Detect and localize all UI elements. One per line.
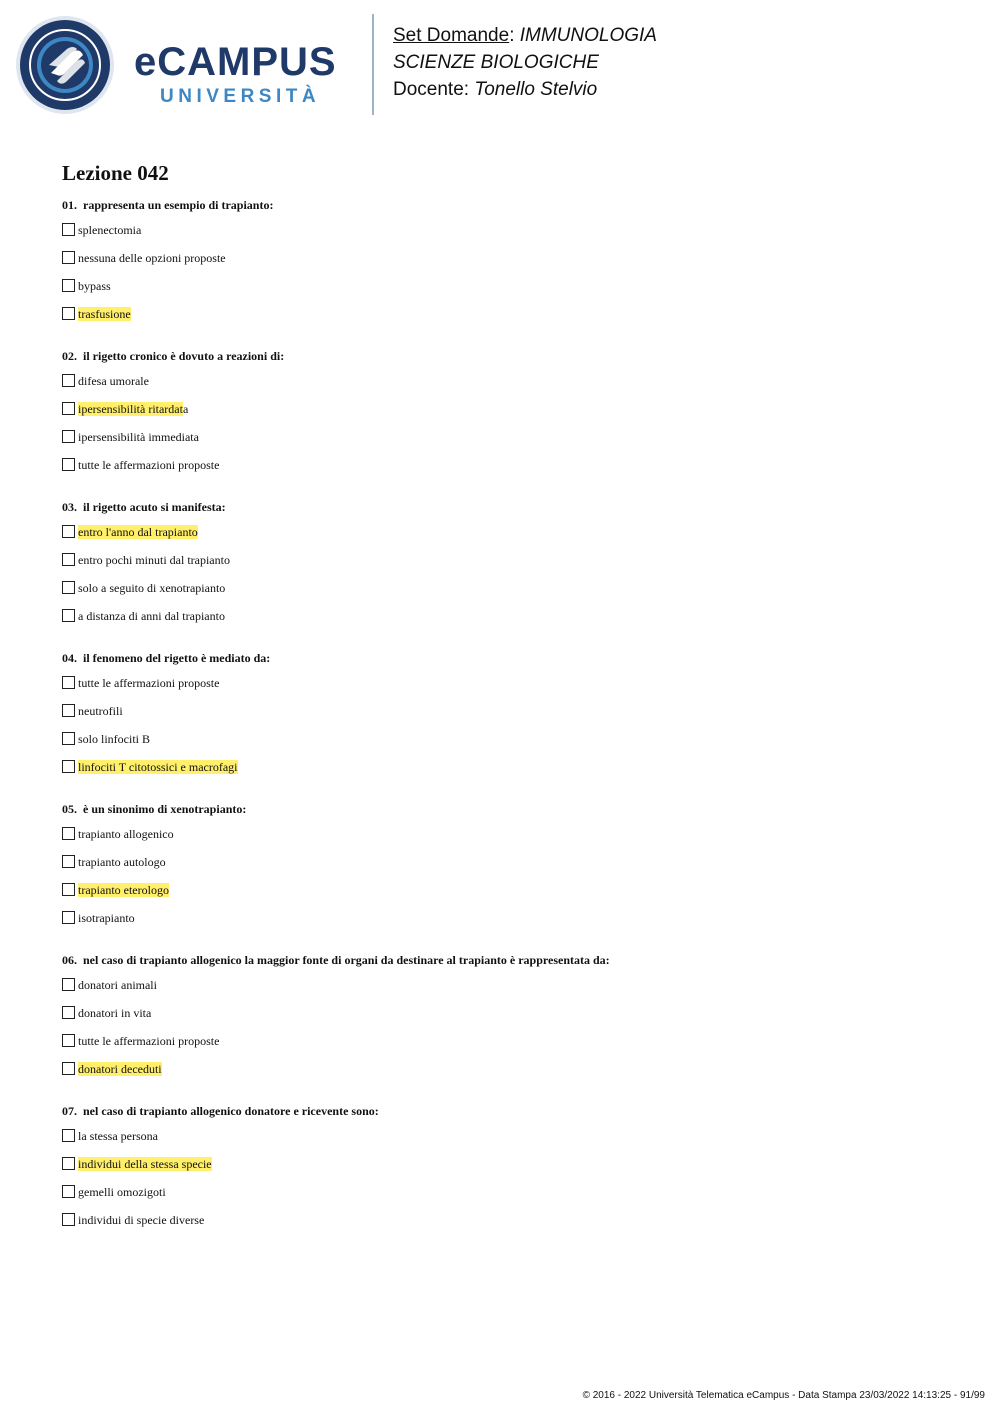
teacher-label: Docente: <box>393 79 470 100</box>
question-spacer <box>62 1090 962 1103</box>
answer-label: trapianto allogenico <box>78 827 174 841</box>
answer-label: la stessa persona <box>78 1129 158 1143</box>
answer-label: donatori in vita <box>78 1006 152 1020</box>
answer-option[interactable] <box>62 978 962 1006</box>
answer-label: a distanza di anni dal trapianto <box>78 609 225 623</box>
answer-option[interactable] <box>62 1129 962 1157</box>
answer-option[interactable] <box>62 251 962 279</box>
ecampus-wordmark <box>134 42 337 108</box>
answer-checkbox[interactable] <box>62 911 75 924</box>
answer-label <box>78 525 198 539</box>
question-spacer <box>62 788 962 801</box>
answer-checkbox[interactable] <box>62 760 75 773</box>
question-6 <box>62 952 962 1090</box>
answer-option[interactable] <box>62 458 962 486</box>
answer-option[interactable] <box>62 1006 962 1034</box>
question-number: 04. <box>62 651 77 665</box>
answer-label: solo linfociti B <box>78 732 150 746</box>
answer-option[interactable] <box>62 279 962 307</box>
answer-label: splenectomia <box>78 223 142 237</box>
answer-checkbox[interactable] <box>62 609 75 622</box>
answer-option[interactable] <box>62 911 962 939</box>
answer-option[interactable] <box>62 676 962 704</box>
answer-label: tutte le affermazioni proposte <box>78 458 220 472</box>
teacher-name: Tonello Stelvio <box>474 79 598 100</box>
answer-checkbox[interactable] <box>62 525 75 538</box>
question-1 <box>62 197 962 335</box>
question-4 <box>62 650 962 788</box>
answer-checkbox[interactable] <box>62 430 75 443</box>
page-footer: © 2016 - 2022 Università Telematica eCampus - Data Stampa 23/03/2022 14:13:25 - 91/99 <box>582 1390 985 1401</box>
question-label: nel caso di trapianto allogenico donatore e ricevente sono: <box>83 1104 379 1118</box>
answer-checkbox[interactable] <box>62 1157 75 1170</box>
answer-checkbox[interactable] <box>62 704 75 717</box>
answer-label: nessuna delle opzioni proposte <box>78 251 226 265</box>
question-label: nel caso di trapianto allogenico la maggior fonte di organi da destinare al trapianto è rappresentata da: <box>83 953 610 967</box>
question-number: 06. <box>62 953 77 967</box>
answer-option[interactable] <box>62 374 962 402</box>
answer-label: isotrapianto <box>78 911 135 925</box>
highlighted-answer: donatori deceduti <box>78 1062 162 1076</box>
questions-list <box>62 197 962 1241</box>
answer-option[interactable] <box>62 402 962 430</box>
question-spacer <box>62 637 962 650</box>
answer-option[interactable] <box>62 1062 962 1090</box>
answer-label: ipersensibilità immediata <box>78 430 199 444</box>
set-value: IMMUNOLOGIA <box>519 25 657 46</box>
question-text <box>62 197 962 213</box>
question-spacer <box>62 486 962 499</box>
answer-label <box>78 1157 212 1171</box>
answer-option[interactable] <box>62 223 962 251</box>
question-3 <box>62 499 962 637</box>
question-number: 03. <box>62 500 77 514</box>
set-label: Set Domande <box>393 25 510 46</box>
page-header <box>0 0 1000 130</box>
question-2 <box>62 348 962 486</box>
answer-option[interactable] <box>62 855 962 883</box>
lesson-title: Lezione 042 <box>62 161 169 185</box>
answer-label: trapianto autologo <box>78 855 166 869</box>
answer-option[interactable] <box>62 760 962 788</box>
answer-label: bypass <box>78 279 111 293</box>
answer-checkbox[interactable] <box>62 1062 75 1075</box>
question-label: rappresenta un esempio di trapianto: <box>83 198 274 212</box>
answer-checkbox[interactable] <box>62 1213 75 1226</box>
highlighted-answer: trapianto eterologo <box>78 883 169 897</box>
answer-option[interactable] <box>62 827 962 855</box>
highlighted-answer: trasfusione <box>78 307 131 321</box>
question-spacer <box>62 335 962 348</box>
answer-option[interactable] <box>62 581 962 609</box>
answer-option[interactable] <box>62 307 962 335</box>
answer-option[interactable] <box>62 1185 962 1213</box>
answer-label <box>78 1062 162 1076</box>
question-label: il fenomeno del rigetto è mediato da: <box>83 651 271 665</box>
ecampus-seal-logo <box>15 15 115 115</box>
answer-checkbox[interactable] <box>62 374 75 387</box>
question-text <box>62 499 962 515</box>
question-text <box>62 1103 962 1119</box>
question-number: 05. <box>62 802 77 816</box>
answer-checkbox[interactable] <box>62 279 75 292</box>
answer-label: entro pochi minuti dal trapianto <box>78 553 230 567</box>
answer-checkbox[interactable] <box>62 883 75 896</box>
question-label: è un sinonimo di xenotrapianto: <box>83 802 247 816</box>
course-name: SCIENZE BIOLOGICHE <box>393 52 599 73</box>
answer-checkbox[interactable] <box>62 855 75 868</box>
question-number: 07. <box>62 1104 77 1118</box>
header-divider <box>372 14 374 115</box>
question-text <box>62 348 962 364</box>
answer-option[interactable] <box>62 1034 962 1062</box>
answer-option[interactable] <box>62 1157 962 1185</box>
question-spacer <box>62 939 962 952</box>
answer-checkbox[interactable] <box>62 827 75 840</box>
answer-label <box>78 760 238 774</box>
answer-checkbox[interactable] <box>62 1034 75 1047</box>
question-text <box>62 650 962 666</box>
answer-label: difesa umorale <box>78 374 149 388</box>
answer-label: ipersensibilità ritardata <box>78 402 189 416</box>
question-number: 02. <box>62 349 77 363</box>
highlighted-answer: entro l'anno dal trapianto <box>78 525 198 539</box>
answer-checkbox[interactable] <box>62 402 75 415</box>
answer-option[interactable] <box>62 883 962 911</box>
answer-checkbox[interactable] <box>62 676 75 689</box>
answer-label: donatori animali <box>78 978 157 992</box>
answer-checkbox[interactable] <box>62 1129 75 1142</box>
highlighted-answer: individui della stessa specie <box>78 1157 212 1171</box>
answer-option[interactable] <box>62 609 962 637</box>
answer-checkbox[interactable] <box>62 223 75 236</box>
answer-checkbox[interactable] <box>62 1185 75 1198</box>
answer-option[interactable] <box>62 704 962 732</box>
highlighted-answer: linfociti T citotossici e macrofagi <box>78 760 238 774</box>
answer-checkbox[interactable] <box>62 978 75 991</box>
question-5 <box>62 801 962 939</box>
logo-sub: UNIVERSITÀ <box>160 86 321 107</box>
answer-label <box>78 307 131 321</box>
answer-label: tutte le affermazioni proposte <box>78 676 220 690</box>
answer-option[interactable] <box>62 430 962 458</box>
answer-label: individui di specie diverse <box>78 1213 205 1227</box>
answer-checkbox[interactable] <box>62 458 75 471</box>
answer-checkbox[interactable] <box>62 553 75 566</box>
answer-option[interactable] <box>62 553 962 581</box>
answer-checkbox[interactable] <box>62 251 75 264</box>
logo-brand: eCAMPUS <box>134 40 337 84</box>
highlighted-answer: ipersensibilità ritardat <box>78 402 183 416</box>
header-info: Set Domande: IMMUNOLOGIA SCIENZE BIOLOGICHE Docente: Tonello Stelvio <box>393 25 657 100</box>
answer-label: solo a seguito di xenotrapianto <box>78 581 226 595</box>
question-text <box>62 952 962 968</box>
answer-label: gemelli omozigoti <box>78 1185 166 1199</box>
question-label: il rigetto cronico è dovuto a reazioni di: <box>83 349 285 363</box>
answer-label <box>78 883 169 897</box>
question-number: 01. <box>62 198 77 212</box>
answer-checkbox[interactable] <box>62 307 75 320</box>
question-text <box>62 801 962 817</box>
question-7 <box>62 1103 962 1241</box>
answer-option[interactable] <box>62 525 962 553</box>
answer-checkbox[interactable] <box>62 732 75 745</box>
answer-checkbox[interactable] <box>62 1006 75 1019</box>
question-label: il rigetto acuto si manifesta: <box>83 500 226 514</box>
answer-option[interactable] <box>62 732 962 760</box>
answer-checkbox[interactable] <box>62 581 75 594</box>
answer-option[interactable] <box>62 1213 962 1241</box>
answer-label: neutrofili <box>78 704 123 718</box>
answer-label: tutte le affermazioni proposte <box>78 1034 220 1048</box>
